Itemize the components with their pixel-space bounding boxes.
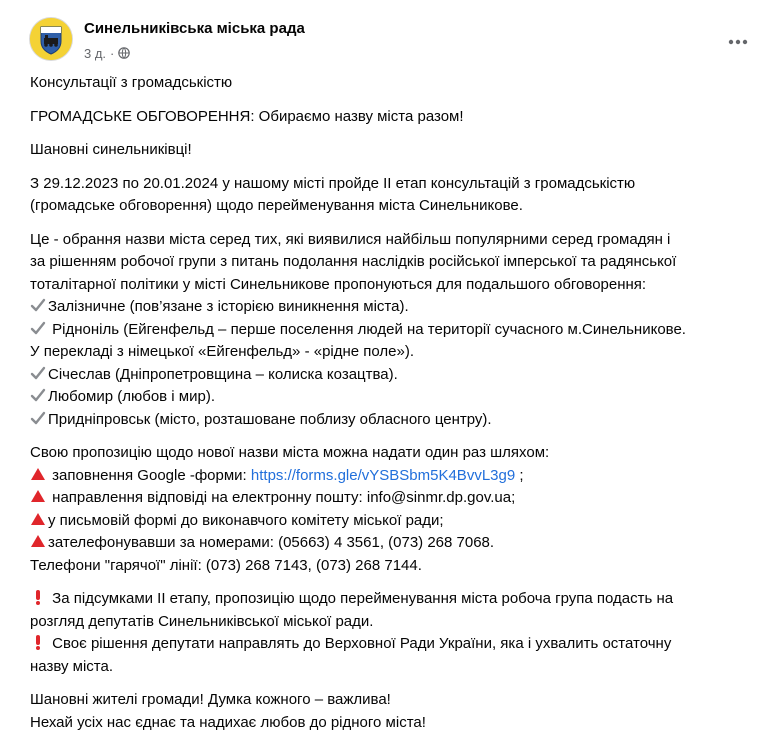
paragraph-notes	[30, 588, 765, 678]
post-header	[0, 0, 779, 72]
red-triangle-icon	[30, 511, 46, 527]
text-line: за рішенням робочої групи з питань подолання наслідків російської імперської та радянської	[30, 253, 677, 270]
text-line: Це - обрання назви міста серед тих, які виявилися найбільш популярними серед громадян і	[30, 230, 671, 248]
option-text: Січеслав (Дніпропетровщина – колиска козацтва).	[48, 365, 398, 383]
check-mark-icon	[30, 387, 46, 403]
way-text: заповнення Google -форми:	[48, 466, 251, 484]
note-item	[30, 633, 765, 656]
text-line: Телефони "гарячої" лінії: (073) 268 7143, (073) 268 7144.	[30, 556, 422, 574]
note-text: Своє рішення депутати направлять до Верховної Ради України, яка і ухвалить остаточну	[48, 635, 672, 652]
option-text: Придніпровськ (місто, розташоване поблизу обласного центру).	[48, 410, 492, 428]
city-coat-of-arms-icon	[30, 18, 72, 60]
paragraph-greeting: Шановні синельниківці!	[30, 141, 192, 158]
text-line: (громадське обговорення) щодо перейменування міста Синельникове.	[30, 197, 523, 214]
check-mark-icon	[30, 365, 46, 381]
paragraph-ways	[30, 442, 765, 577]
way-text: у письмовій формі до виконавчого комітету міської ради;	[48, 511, 444, 529]
note-text: За підсумками ІІ етапу, пропозицію щодо перейменування міста робоча група подасть на	[48, 590, 674, 607]
paragraph-heading: Консультації з громадськістю	[30, 74, 233, 91]
post-options-button[interactable]	[720, 24, 756, 60]
text-line: назву міста.	[30, 657, 113, 675]
red-triangle-icon	[30, 533, 46, 549]
google-form-link[interactable]: https://forms.gle/vYSBSbm5K4BvvL3g9	[250, 466, 516, 484]
paragraph-closing	[30, 689, 765, 734]
paragraph-dates	[30, 173, 765, 218]
red-triangle-icon	[30, 488, 46, 504]
red-triangle-icon	[30, 466, 46, 482]
text-line: Шановні жителі громади! Думка кожного – важлива!	[30, 691, 391, 708]
red-exclamation-icon	[30, 634, 46, 650]
post-time[interactable]: 3 д.	[84, 45, 107, 61]
more-horizontal-icon	[728, 39, 748, 45]
option-text: Залізничне (пов’язане з історією виникнення міста).	[48, 298, 409, 315]
way-text: направлення відповіді на електронну пошту: info@sinmr.dp.gov.ua;	[48, 489, 516, 506]
way-item	[30, 510, 765, 533]
check-mark-icon	[30, 410, 46, 426]
text-line: розгляд депутатів Синельниківської міської ради.	[30, 612, 374, 630]
option-item	[30, 319, 765, 342]
text-line: У перекладі з німецької «Ейгенфельд» - «рідне поле»).	[30, 343, 415, 360]
check-mark-icon	[30, 320, 46, 336]
option-item	[30, 386, 765, 409]
option-text: Любомир (любов і мир).	[48, 388, 215, 405]
page-avatar[interactable]	[30, 18, 72, 60]
paragraph-title: ГРОМАДСЬКЕ ОБГОВОРЕННЯ: Обираємо назву міста разом!	[30, 107, 464, 125]
text-line: З 29.12.2023 по 20.01.2024 у нашому місті пройде ІІ етап консультацій з громадськістю	[30, 174, 636, 192]
option-item	[30, 409, 765, 432]
post-meta	[84, 44, 130, 62]
text-line: Свою пропозицію щодо нової назви міста можна надати один раз шляхом:	[30, 444, 550, 461]
way-item	[30, 465, 765, 488]
red-exclamation-icon	[30, 589, 46, 605]
globe-icon[interactable]	[118, 47, 130, 59]
option-item	[30, 364, 765, 387]
way-text: зателефонувавши за номерами: (05663) 4 3561, (073) 268 7068.	[48, 534, 495, 551]
meta-separator: ·	[110, 45, 115, 61]
text-line: тоталітарної політики у місті Синельникове пропонуються для подальшого обговорення:	[30, 275, 647, 293]
paragraph-options	[30, 229, 765, 432]
option-text: Рідноніль (Ейгенфельд – перше поселення людей на території сучасного м.Синельникове.	[48, 320, 686, 338]
note-item	[30, 588, 765, 611]
option-item	[30, 296, 765, 319]
page-name-link[interactable]: Синельниківська міська рада	[84, 20, 305, 37]
check-mark-icon	[30, 297, 46, 313]
way-text: ;	[515, 466, 524, 484]
text-line: Нехай усіх нас єднає та надихає любов до рідного міста!	[30, 713, 426, 731]
post-body	[30, 72, 765, 745]
way-item	[30, 532, 765, 555]
way-item	[30, 487, 765, 510]
